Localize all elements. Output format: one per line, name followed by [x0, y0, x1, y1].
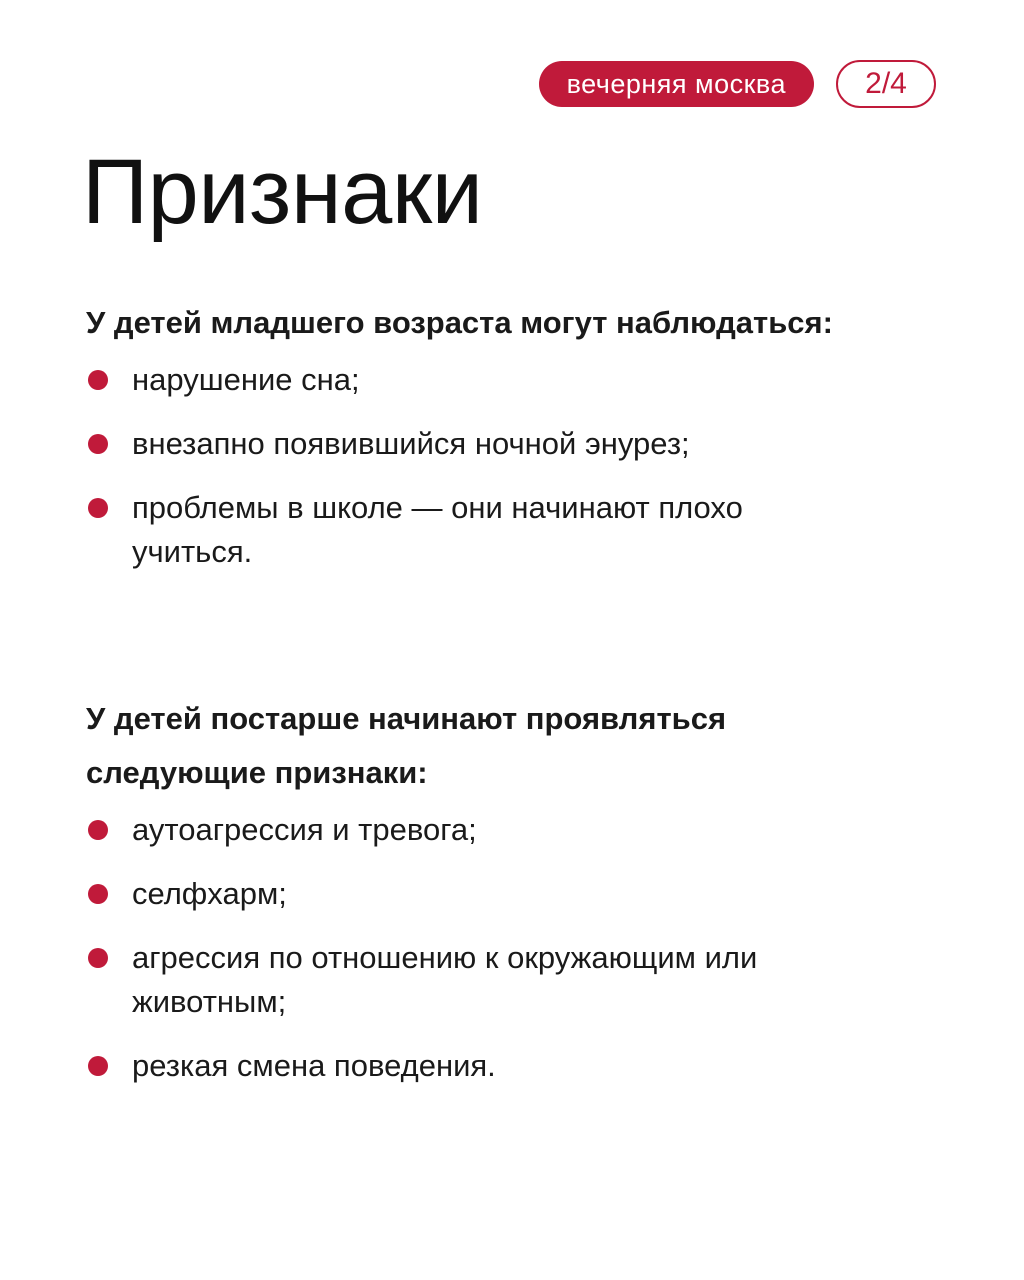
list-item-text: нарушение сна; — [132, 362, 360, 397]
bullet-dot-icon — [88, 948, 108, 968]
bullet-dot-icon — [88, 1056, 108, 1076]
list-item-text: резкая смена поведения. — [132, 1048, 496, 1083]
section-heading: У детей постарше начинают проявляться следующие признаки: — [86, 701, 727, 790]
list-item — [86, 936, 852, 1024]
bullet-list — [86, 808, 966, 1088]
list-item — [86, 358, 966, 402]
brand-badge: вечерняя москва — [539, 61, 814, 107]
bullet-dot-icon — [88, 434, 108, 454]
page-counter: 2/4 — [836, 60, 936, 108]
bullet-list — [86, 358, 966, 574]
list-item — [86, 1044, 966, 1088]
bullet-dot-icon — [88, 820, 108, 840]
bullet-dot-icon — [88, 884, 108, 904]
list-item — [86, 808, 966, 852]
header — [539, 60, 936, 108]
bullet-dot-icon — [88, 370, 108, 390]
list-item-text: агрессия по отношению к окружающим или животным; — [132, 940, 758, 1019]
list-item-text: селфхарм; — [132, 876, 287, 911]
list-item-text: проблемы в школе — они начинают плохо учиться. — [132, 490, 743, 569]
list-item — [86, 872, 966, 916]
bullet-dot-icon — [88, 498, 108, 518]
list-item — [86, 486, 772, 574]
page-title: Признаки — [82, 141, 483, 243]
list-item-text: аутоагрессия и тревога; — [132, 812, 477, 847]
list-item — [86, 422, 966, 466]
section-older-children — [86, 692, 966, 1108]
section-heading: У детей младшего возраста могут наблюдаться: — [86, 305, 833, 340]
section-younger-children — [86, 296, 966, 594]
list-item-text: внезапно появившийся ночной энурез; — [132, 426, 690, 461]
